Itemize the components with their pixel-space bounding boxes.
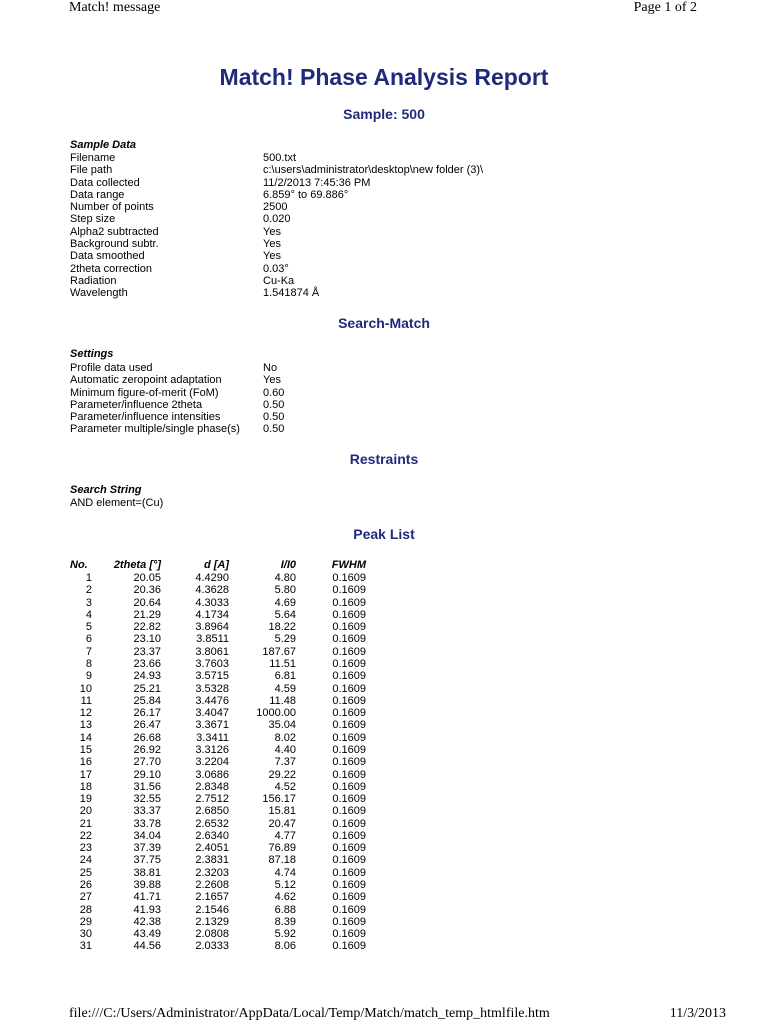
settings-heading: Settings (70, 348, 114, 360)
table-row (70, 646, 366, 658)
field-value: 0.03° (263, 262, 289, 275)
peak-d-spacing: 2.1657 (195, 891, 229, 904)
field-value: 0.50 (263, 423, 285, 436)
table-row (70, 719, 366, 731)
peak-fwhm: 0.1609 (332, 940, 366, 953)
peak-2theta: 27.70 (133, 756, 161, 769)
peak-intensity: 1000.00 (256, 707, 296, 720)
table-row (70, 584, 366, 596)
field-label: Wavelength (70, 287, 128, 300)
peak-2theta: 23.66 (133, 657, 161, 670)
peak-2theta: 26.17 (133, 707, 161, 720)
peak-fwhm: 0.1609 (332, 928, 366, 941)
peak-intensity: 5.80 (274, 584, 296, 597)
peak-fwhm: 0.1609 (332, 596, 366, 609)
peak-intensity: 87.18 (268, 854, 296, 867)
peak-intensity: 6.88 (274, 903, 296, 916)
table-row (70, 940, 366, 952)
key-value-row (70, 411, 284, 423)
table-row (70, 818, 366, 830)
field-value: 500.txt (263, 152, 297, 164)
field-value: 0.50 (263, 411, 285, 424)
print-header-page-number: Page 1 of 2 (633, 0, 697, 15)
peak-number: 31 (79, 940, 92, 953)
table-row (70, 854, 366, 866)
peak-intensity: 4.80 (274, 572, 296, 584)
field-label: Number of points (70, 201, 154, 214)
peak-fwhm: 0.1609 (332, 879, 366, 892)
table-row (70, 572, 366, 584)
peak-number: 20 (79, 805, 92, 818)
peak-intensity: 76.89 (268, 842, 296, 855)
peak-fwhm: 0.1609 (332, 645, 366, 658)
sample-data-table (70, 152, 483, 300)
table-row (70, 928, 366, 940)
column-header-fwhm: FWHM (331, 559, 366, 571)
search-string-heading: Search String (70, 484, 142, 496)
peak-d-spacing: 3.3411 (196, 731, 229, 744)
peak-number: 8 (85, 657, 92, 670)
peak-d-spacing: 2.3831 (195, 854, 229, 867)
peak-number: 17 (79, 768, 92, 781)
sample-heading: Sample: 500 (343, 106, 425, 122)
peak-2theta: 20.36 (133, 584, 161, 597)
peak-number: 16 (79, 756, 92, 769)
peak-d-spacing: 3.4476 (195, 694, 229, 707)
peak-d-spacing: 3.5715 (195, 670, 229, 683)
peak-intensity: 5.29 (274, 633, 296, 646)
peak-fwhm: 0.1609 (332, 829, 366, 842)
peak-intensity: 8.06 (274, 940, 296, 953)
peak-number: 28 (79, 903, 92, 916)
key-value-row (70, 201, 483, 213)
peak-2theta: 26.68 (133, 731, 161, 744)
field-value: 11/2/2013 7:45:36 PM (263, 176, 371, 189)
field-value: Yes (263, 238, 281, 251)
key-value-row (70, 177, 483, 189)
peak-2theta: 26.92 (133, 743, 161, 756)
field-label: 2theta correction (70, 262, 152, 275)
peak-intensity: 20.47 (268, 817, 296, 830)
peak-number: 9 (85, 670, 92, 683)
field-label: Parameter/influence intensities (70, 411, 221, 424)
field-value: No (263, 362, 278, 374)
peak-intensity: 4.69 (274, 596, 296, 609)
peak-number: 23 (79, 842, 92, 855)
peak-number: 15 (79, 743, 92, 756)
peak-intensity: 4.40 (274, 743, 296, 756)
field-label: Filename (70, 152, 116, 164)
column-header-no: No. (70, 559, 88, 571)
field-value: Yes (263, 225, 281, 238)
peak-fwhm: 0.1609 (332, 707, 366, 720)
peak-fwhm: 0.1609 (332, 780, 366, 793)
peak-number: 19 (79, 793, 92, 806)
peak-intensity: 187.67 (262, 645, 296, 658)
table-row (70, 597, 366, 609)
peak-d-spacing: 3.4047 (195, 707, 229, 720)
peak-intensity: 35.04 (268, 719, 296, 732)
print-footer-date: 11/3/2013 (669, 1006, 726, 1021)
field-label: Alpha2 subtracted (70, 225, 159, 238)
peak-d-spacing: 2.7512 (195, 793, 229, 806)
peak-2theta: 43.49 (133, 928, 161, 941)
peak-d-spacing: 2.8348 (195, 780, 229, 793)
key-value-row (70, 238, 483, 250)
peak-fwhm: 0.1609 (332, 731, 366, 744)
peak-intensity: 4.74 (274, 866, 296, 879)
table-row (70, 867, 366, 879)
peak-fwhm: 0.1609 (332, 657, 366, 670)
table-row (70, 633, 366, 645)
peak-d-spacing: 2.6340 (195, 829, 229, 842)
peak-list-header-row (70, 558, 366, 572)
peak-number: 11 (80, 694, 92, 707)
peak-d-spacing: 2.0808 (195, 928, 229, 941)
key-value-row (70, 387, 284, 399)
peak-intensity: 7.37 (274, 756, 296, 769)
peak-d-spacing: 2.4051 (195, 842, 229, 855)
peak-d-spacing: 4.1734 (195, 608, 229, 621)
peak-fwhm: 0.1609 (332, 891, 366, 904)
peak-fwhm: 0.1609 (332, 670, 366, 683)
table-row (70, 805, 366, 817)
field-label: Automatic zeropoint adaptation (70, 374, 222, 387)
field-value: 1.541874 Å (263, 287, 320, 300)
field-label: Radiation (70, 274, 117, 287)
peak-intensity: 4.62 (274, 891, 296, 904)
peak-fwhm: 0.1609 (332, 903, 366, 916)
peak-fwhm: 0.1609 (332, 817, 366, 830)
table-row (70, 830, 366, 842)
key-value-row (70, 250, 483, 262)
key-value-row (70, 423, 284, 435)
peak-intensity: 11.48 (269, 694, 296, 707)
key-value-row (70, 374, 284, 386)
peak-number: 2 (85, 584, 92, 597)
peak-intensity: 18.22 (268, 621, 296, 634)
peak-d-spacing: 3.0686 (195, 768, 229, 781)
peak-d-spacing: 3.8061 (195, 645, 229, 658)
peak-intensity: 15.81 (268, 805, 296, 818)
peak-fwhm: 0.1609 (332, 842, 366, 855)
peak-number: 27 (79, 891, 92, 904)
peak-fwhm: 0.1609 (332, 756, 366, 769)
table-row (70, 769, 366, 781)
peak-d-spacing: 3.8964 (195, 621, 229, 634)
peak-2theta: 33.37 (133, 805, 161, 818)
peak-fwhm: 0.1609 (332, 608, 366, 621)
peak-d-spacing: 3.2204 (195, 756, 229, 769)
peak-list-heading: Peak List (353, 526, 415, 542)
peak-d-spacing: 3.3126 (195, 743, 229, 756)
column-header-intensity: I/I0 (280, 559, 296, 571)
peak-d-spacing: 3.5328 (195, 682, 229, 695)
field-label: Parameter multiple/single phase(s) (70, 423, 240, 436)
field-value: c:\users\administrator\desktop\new folder (3)\ (263, 164, 484, 177)
table-row (70, 744, 366, 756)
peak-intensity: 11.51 (269, 657, 296, 670)
peak-d-spacing: 4.3628 (195, 584, 229, 597)
peak-d-spacing: 3.8511 (196, 633, 229, 646)
peak-d-spacing: 4.3033 (195, 596, 229, 609)
peak-intensity: 29.22 (268, 768, 296, 781)
peak-d-spacing: 2.3203 (195, 866, 229, 879)
peak-2theta: 21.29 (133, 608, 161, 621)
peak-intensity: 5.64 (274, 608, 296, 621)
peak-2theta: 26.47 (133, 719, 161, 732)
field-value: Yes (263, 250, 281, 263)
peak-2theta: 32.55 (133, 793, 161, 806)
peak-d-spacing: 2.2608 (195, 879, 229, 892)
peak-number: 18 (79, 780, 92, 793)
peak-number: 4 (85, 608, 92, 621)
peak-intensity: 8.02 (274, 731, 296, 744)
key-value-row (70, 226, 483, 238)
key-value-row (70, 263, 483, 275)
print-header-title: Match! message (69, 0, 161, 15)
peak-2theta: 37.39 (133, 842, 161, 855)
peak-list-body (70, 572, 366, 953)
peak-fwhm: 0.1609 (332, 854, 366, 867)
peak-fwhm: 0.1609 (332, 866, 366, 879)
peak-2theta: 25.84 (133, 694, 161, 707)
field-label: Step size (70, 213, 116, 226)
peak-2theta: 31.56 (133, 780, 161, 793)
peak-intensity: 4.77 (274, 829, 296, 842)
peak-intensity: 4.52 (274, 780, 296, 793)
peak-intensity: 4.59 (274, 682, 296, 695)
field-label: Parameter/influence 2theta (70, 398, 203, 411)
field-label: File path (70, 164, 113, 177)
peak-fwhm: 0.1609 (332, 572, 366, 584)
peak-2theta: 29.10 (133, 768, 161, 781)
table-row (70, 621, 366, 633)
peak-2theta: 39.88 (133, 879, 161, 892)
field-value: Yes (263, 374, 281, 387)
peak-number: 24 (79, 854, 92, 867)
peak-fwhm: 0.1609 (332, 768, 366, 781)
peak-number: 14 (79, 731, 92, 744)
field-label: Background subtr. (70, 238, 159, 251)
key-value-row (70, 213, 483, 225)
table-row (70, 879, 366, 891)
peak-fwhm: 0.1609 (332, 793, 366, 806)
peak-2theta: 22.82 (133, 621, 161, 634)
peak-2theta: 44.56 (133, 940, 161, 953)
peak-2theta: 38.81 (133, 866, 161, 879)
field-value: 2500 (263, 201, 288, 214)
field-value: 6.859° to 69.886° (263, 188, 349, 201)
peak-number: 7 (85, 645, 92, 658)
peak-2theta: 25.21 (133, 682, 161, 695)
peak-number: 29 (79, 915, 92, 928)
key-value-row (70, 399, 284, 411)
peak-d-spacing: 4.4290 (195, 572, 229, 584)
peak-2theta: 23.37 (133, 645, 161, 658)
peak-fwhm: 0.1609 (332, 633, 366, 646)
peak-fwhm: 0.1609 (332, 694, 366, 707)
restraints-heading: Restraints (349, 451, 419, 467)
peak-2theta: 42.38 (133, 915, 161, 928)
key-value-row (70, 275, 483, 287)
peak-number: 10 (79, 682, 92, 695)
table-row (70, 609, 366, 621)
peak-fwhm: 0.1609 (332, 621, 366, 634)
peak-intensity: 156.17 (262, 793, 296, 806)
peak-2theta: 23.10 (133, 633, 161, 646)
peak-fwhm: 0.1609 (332, 584, 366, 597)
peak-fwhm: 0.1609 (332, 805, 366, 818)
peak-number: 30 (79, 928, 92, 941)
table-row (70, 658, 366, 670)
field-value: 0.020 (263, 213, 291, 226)
table-row (70, 707, 366, 719)
key-value-row (70, 189, 483, 201)
peak-number: 13 (79, 719, 92, 732)
report-title: Match! Phase Analysis Report (219, 64, 549, 90)
field-label: Data range (70, 188, 125, 201)
table-row (70, 670, 366, 682)
field-value: 0.50 (263, 398, 285, 411)
peak-2theta: 37.75 (133, 854, 161, 867)
field-label: Profile data used (70, 362, 153, 374)
key-value-row (70, 287, 483, 299)
peak-number: 5 (85, 621, 92, 634)
key-value-row (70, 164, 483, 176)
peak-2theta: 20.64 (133, 596, 161, 609)
field-value: 0.60 (263, 386, 285, 399)
peak-intensity: 8.39 (274, 915, 296, 928)
peak-fwhm: 0.1609 (332, 915, 366, 928)
peak-2theta: 20.05 (133, 572, 161, 584)
peak-fwhm: 0.1609 (332, 682, 366, 695)
sample-data-heading: Sample Data (70, 139, 137, 151)
peak-2theta: 33.78 (133, 817, 161, 830)
peak-number: 21 (79, 817, 92, 830)
table-row (70, 916, 366, 928)
table-row (70, 891, 366, 903)
key-value-row (70, 152, 483, 164)
peak-d-spacing: 2.6532 (195, 817, 229, 830)
table-row (70, 695, 366, 707)
field-label: Data collected (70, 176, 140, 189)
peak-list-table (70, 558, 366, 953)
peak-2theta: 41.71 (133, 891, 161, 904)
peak-fwhm: 0.1609 (332, 719, 366, 732)
table-row (70, 842, 366, 854)
table-row (70, 781, 366, 793)
column-header-d: d [A] (203, 559, 229, 571)
key-value-row (70, 362, 284, 374)
peak-number: 12 (79, 707, 92, 720)
column-header-2theta: 2theta [°] (113, 559, 161, 571)
search-match-heading: Search-Match (338, 315, 430, 331)
peak-2theta: 41.93 (133, 903, 161, 916)
peak-d-spacing: 2.1329 (195, 915, 229, 928)
peak-intensity: 5.92 (274, 928, 296, 941)
field-label: Minimum figure-of-merit (FoM) (70, 386, 219, 399)
peak-2theta: 24.93 (133, 670, 161, 683)
peak-number: 1 (85, 572, 92, 584)
peak-number: 22 (79, 829, 92, 842)
peak-d-spacing: 2.0333 (195, 940, 229, 953)
table-row (70, 904, 366, 916)
peak-number: 3 (85, 596, 92, 609)
peak-number: 6 (85, 633, 92, 646)
print-footer-file-url: file:///C:/Users/Administrator/AppData/Local/Temp/Match/match_temp_htmlfile.htm (69, 1006, 550, 1021)
peak-number: 25 (79, 866, 92, 879)
search-string-value: AND element=(Cu) (70, 497, 164, 509)
table-row (70, 756, 366, 768)
table-row (70, 683, 366, 695)
peak-d-spacing: 3.3671 (195, 719, 229, 732)
peak-intensity: 6.81 (274, 670, 296, 683)
settings-table (70, 362, 284, 436)
peak-intensity: 5.12 (274, 879, 296, 892)
field-value: Cu-Ka (263, 274, 295, 287)
table-row (70, 793, 366, 805)
peak-d-spacing: 2.1546 (195, 903, 229, 916)
peak-d-spacing: 2.6850 (195, 805, 229, 818)
field-label: Data smoothed (70, 250, 145, 263)
table-row (70, 732, 366, 744)
peak-2theta: 34.04 (133, 829, 161, 842)
peak-fwhm: 0.1609 (332, 743, 366, 756)
peak-number: 26 (79, 879, 92, 892)
peak-d-spacing: 3.7603 (195, 657, 229, 670)
